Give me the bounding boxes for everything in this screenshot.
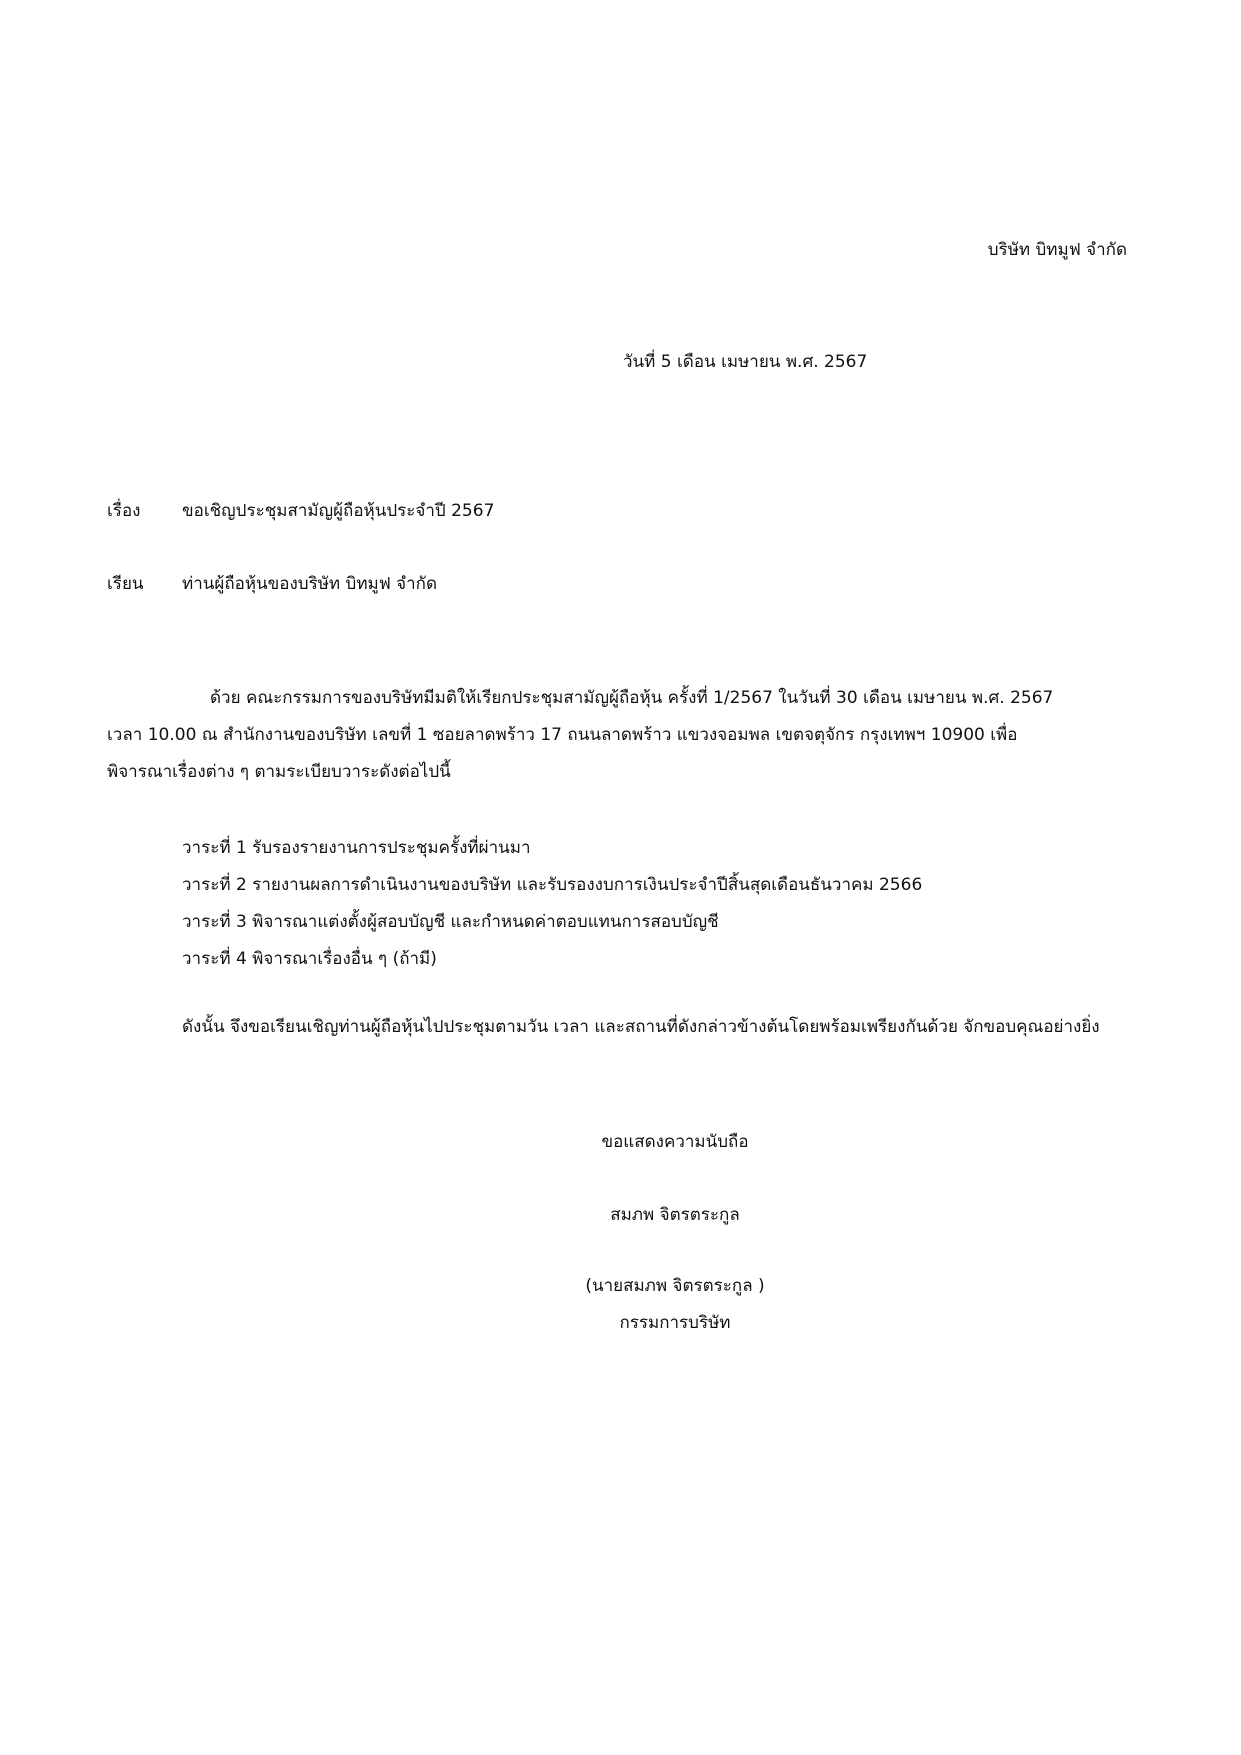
body-paragraph	[107, 680, 1127, 791]
body-line: พิจารณาเรื่องต่าง ๆ ตามระเบียบวาระดังต่อไปนี้	[107, 762, 451, 782]
agenda-item: วาระที่ 2 รายงานผลการดำเนินงานของบริษัท และรับรองงบการเงินประจำปีสิ้นสุดเดือนธันวาคม 2566	[182, 875, 923, 895]
subject-label: เรื่อง	[107, 501, 141, 521]
subject-text: ขอเชิญประชุมสามัญผู้ถือหุ้นประจำปี 2567	[182, 501, 495, 521]
body-line: ด้วย คณะกรรมการของบริษัทมีมติให้เรียกประชุมสามัญผู้ถือหุ้น ครั้งที่ 1/2567 ในวันที่ 30 เดือน เมษายน พ.ศ. 2567	[210, 688, 1054, 708]
closing-regards: ขอแสดงความนับถือ	[601, 1132, 749, 1152]
agenda-item: วาระที่ 4 พิจารณาเรื่องอื่น ๆ (ถ้ามี)	[182, 949, 437, 969]
recipient-label: เรียน	[107, 574, 144, 594]
agenda-item: วาระที่ 1 รับรองรายงานการประชุมครั้งที่ผ่านมา	[182, 838, 531, 858]
recipient-text: ท่านผู้ถือหุ้นของบริษัท บิทมูฟ จำกัด	[182, 574, 438, 594]
letter-date: วันที่ 5 เดือน เมษายน พ.ศ. 2567	[623, 352, 868, 372]
closing-paragraph: ดังนั้น จึงขอเรียนเชิญท่านผู้ถือหุ้นไปประชุมตามวัน เวลา และสถานที่ดังกล่าวข้างต้นโดยพร้อมเพรียงกันด้วย จักขอบคุณอย่างยิ่ง	[182, 1017, 1100, 1037]
signature-block	[540, 1128, 880, 1336]
company-name: บริษัท บิทมูฟ จำกัด	[987, 240, 1127, 260]
agenda-item: วาระที่ 3 พิจารณาแต่งตั้งผู้สอบบัญชี และกำหนดค่าตอบแทนการสอบบัญชี	[182, 912, 719, 932]
signer-title: กรรมการบริษัท	[619, 1313, 731, 1333]
signer-full-name: (นายสมภพ จิตรตระกูล )	[585, 1276, 765, 1296]
signature-name: สมภพ จิตรตระกูล	[610, 1205, 740, 1225]
agenda-list	[182, 830, 922, 978]
body-line: เวลา 10.00 ณ สำนักงานของบริษัท เลขที่ 1 ซอยลาดพร้าว 17 ถนนลาดพร้าว แขวงจอมพล เขตจตุจักร กรุงเทพฯ 10900 เพื่อ	[107, 725, 1018, 745]
